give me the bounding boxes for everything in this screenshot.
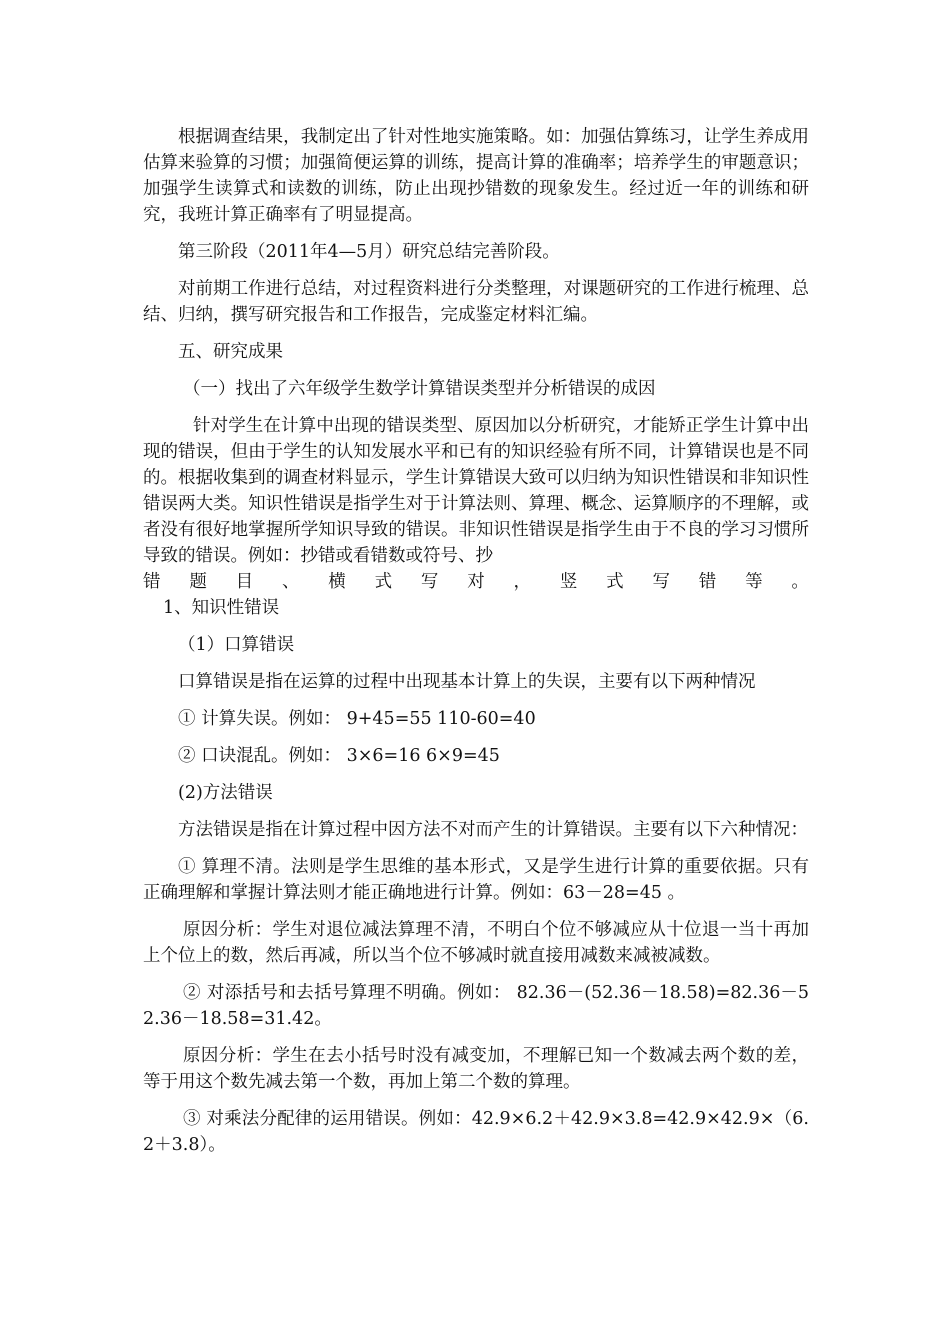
spread-char: 对 <box>467 572 485 592</box>
spread-char: 等 <box>745 572 763 592</box>
spread-char: 式 <box>374 572 393 592</box>
paragraph-method-errors: 方法错误是指在计算过程中因方法不对而产生的计算错误。主要有以下六种情况： <box>178 820 808 840</box>
spread-char: 题 <box>189 572 207 592</box>
spread-char: 错 <box>143 572 161 592</box>
paragraph-cause-analysis-2: 原因分析：学生在去小括号时没有减变加，不理解已知一个数减去两个数的差，等于用这个数先减去第一个数，再加上第二个数的算理。 <box>143 1046 809 1092</box>
heading-research-results: 五、研究成果 <box>178 342 283 362</box>
document-page <box>143 124 809 1169</box>
heading-oral-errors: （1）口算错误 <box>178 635 295 655</box>
spread-char: 、 <box>281 572 300 592</box>
spread-char: 写 <box>652 572 670 592</box>
spread-char: 目 <box>235 572 254 592</box>
spread-char: 横 <box>328 572 346 592</box>
item-calculation-slip: ① 计算失误。例如： 9+45=55 110-60=40 <box>178 709 536 729</box>
paragraph-strategy: 根据调查结果，我制定出了针对性地实施策略。如：加强估算练习，让学生养成用估算来验算的习惯；加强简便运算的训练，提高计算的准确率；培养学生的审题意识；加强学生读算式和读数的训练，防止出现抄错数的现象发生。经过近一年的训练和研究，我班计算正确率有了明显提高。 <box>143 127 809 225</box>
spread-char: 竖 <box>559 572 578 592</box>
spread-char: 写 <box>420 572 439 592</box>
item-unclear-reasoning: ① 算理不清。法则是学生思维的基本形式，又是学生进行计算的重要依据。只有正确理解和掌握计算法则才能正确地进行计算。例如：63－28=45 。 <box>143 857 809 903</box>
heading-knowledge-errors: 1、知识性错误 <box>163 598 280 618</box>
paragraph-cause-analysis-1: 原因分析：学生对退位减法算理不清，不明白个位不够减应从十位退一当十再加上个位上的数，然后再减，所以当个位不够减时就直接用减数来减被减数。 <box>143 920 809 966</box>
paragraph-oral-errors: 口算错误是指在运算的过程中出现基本计算上的失误，主要有以下两种情况 <box>178 672 756 692</box>
spread-char: 。 <box>791 572 809 592</box>
paragraph-stage-three: 第三阶段（2011年4—5月）研究总结完善阶段。 <box>178 242 560 262</box>
heading-error-types: （一）找出了六年级学生数学计算错误类型并分析错误的成因 <box>183 379 656 399</box>
item-bracket-errors: ② 对添括号和去括号算理不明确。例如： 82.36－(52.36－18.58)=82.36－52.36－18.58=31.42。 <box>143 983 809 1029</box>
spread-char: 式 <box>606 572 624 592</box>
item-formula-confusion: ② 口诀混乱。例如： 3×6=16 6×9=45 <box>178 746 500 766</box>
paragraph-summary-work: 对前期工作进行总结，对过程资料进行分类整理，对课题研究的工作进行梳理、总结、归纳，撰写研究报告和工作报告，完成鉴定材料汇编。 <box>143 279 809 325</box>
spread-line <box>143 569 809 595</box>
paragraph-error-analysis: 针对学生在计算中出现的错误类型、原因加以分析研究，才能矫正学生计算中出现的错误，但由于学生的认知发展水平和已有的知识经验有所不同，计算错误也是不同的。根据收集到的调查材料显示，学生计算错误大致可以归纳为知识性错误和非知识性错误两大类。知识性错误是指学生对于计算法则、算理、概念、运算顺序的不理解，或者没有很好地掌握所学知识导致的错误。非知识性错误是指学生由于不良的学习习惯所导致的错误。例如：抄错或看错数或符号、抄 <box>143 416 809 566</box>
item-distributive-law: ③ 对乘法分配律的运用错误。例如：42.9×6.2＋42.9×3.8=42.9×42.9×（6.2＋3.8）。 <box>143 1109 809 1155</box>
heading-method-errors: (2)方法错误 <box>178 783 273 803</box>
spread-char: ， <box>513 572 531 592</box>
spread-char: 错 <box>698 572 717 592</box>
